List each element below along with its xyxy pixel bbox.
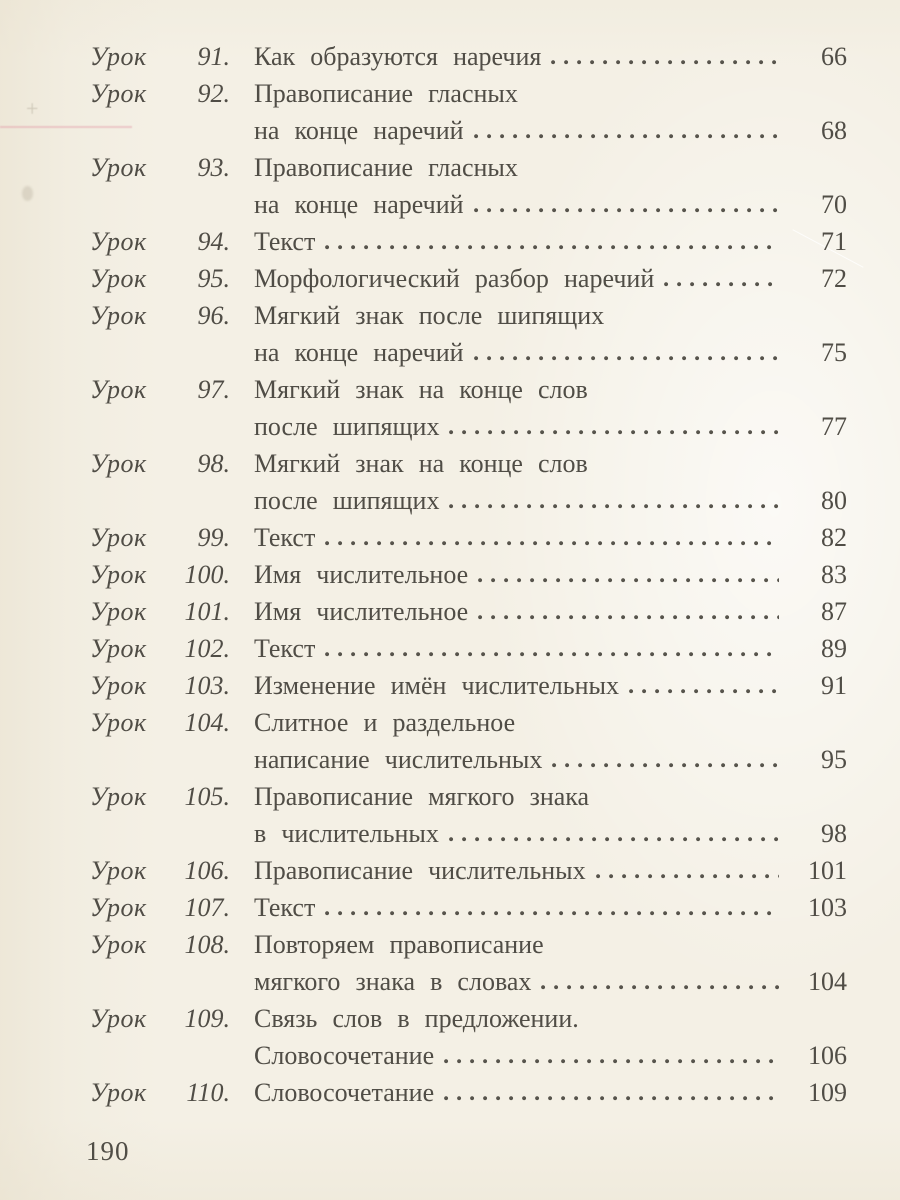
entry-title-text: Текст [254, 227, 316, 256]
entry-content [254, 852, 847, 889]
entry-title-text: Мягкий знак после шипящих [254, 301, 605, 330]
toc-entry [90, 445, 847, 519]
entry-line [254, 778, 847, 815]
entry-page-number: 66 [821, 42, 847, 71]
entry-line [254, 556, 847, 593]
entry-lesson-label: Урок [90, 301, 147, 330]
entry-line [254, 889, 847, 926]
entry-content [254, 371, 847, 445]
entry-title-text: Правописание мягкого знака [254, 782, 590, 811]
entry-content [254, 1074, 847, 1111]
toc-entry [90, 778, 847, 852]
dot-leader [325, 244, 779, 250]
entry-page-number: 75 [821, 338, 847, 367]
toc-entry [90, 223, 847, 260]
entry-content [254, 445, 847, 519]
dot-leader [552, 762, 779, 768]
toc-entry [90, 1074, 847, 1111]
entry-lesson-label: Урок [90, 671, 147, 700]
entry-title-text: Текст [254, 523, 316, 552]
entry-title-text: Словосочетание [254, 1078, 435, 1107]
dot-leader [449, 429, 779, 435]
entry-lesson-number: 98. [197, 449, 230, 478]
entry-lesson-label: Урок [90, 153, 147, 182]
entry-lesson-label: Урок [90, 708, 147, 737]
toc-entry [90, 667, 847, 704]
toc-entry [90, 519, 847, 556]
entry-line [254, 593, 847, 630]
entry-line [254, 75, 847, 112]
entry-lesson-number: 95. [197, 264, 230, 293]
entry-line [254, 408, 847, 445]
dot-leader [629, 688, 779, 694]
page-number-footer: 190 [86, 1136, 130, 1166]
entry-content [254, 926, 847, 1000]
entry-page-number: 72 [821, 264, 847, 293]
toc-entry [90, 371, 847, 445]
entry-lesson-number: 103. [184, 671, 230, 700]
entry-lesson-number: 101. [184, 597, 230, 626]
entry-line [254, 963, 847, 1000]
entry-line [254, 852, 847, 889]
dot-leader [449, 836, 779, 842]
dot-leader [325, 651, 779, 657]
toc-entry [90, 704, 847, 778]
entry-lesson-number: 97. [197, 375, 230, 404]
scan-bleedthrough-mark: + [26, 96, 39, 121]
dot-leader [444, 1058, 779, 1064]
entry-lesson-label: Урок [90, 264, 147, 293]
entry-page-number: 103 [808, 893, 847, 922]
entry-content [254, 149, 847, 223]
entry-lesson-number: 109. [184, 1004, 230, 1033]
entry-content [254, 519, 847, 556]
entry-lesson-label: Урок [90, 227, 147, 256]
entry-lesson-label: Урок [90, 1078, 147, 1107]
entry-title-text: Текст [254, 634, 316, 663]
entry-line [254, 667, 847, 704]
toc-entry [90, 75, 847, 149]
entry-title-text: на конце наречий [254, 338, 464, 367]
entry-lesson-label: Урок [90, 1004, 147, 1033]
entry-title-text: на конце наречий [254, 190, 464, 219]
entry-page-number: 91 [821, 671, 847, 700]
dot-leader [596, 873, 779, 879]
entry-content [254, 1000, 847, 1074]
entry-line [254, 630, 847, 667]
entry-line [254, 371, 847, 408]
entry-content [254, 704, 847, 778]
entry-content [254, 75, 847, 149]
entry-line [254, 704, 847, 741]
entry-lesson-label: Урок [90, 930, 147, 959]
toc-entry [90, 556, 847, 593]
entry-content [254, 630, 847, 667]
entry-page-number: 106 [808, 1041, 847, 1070]
entry-page-number: 68 [821, 116, 847, 145]
entry-page-number: 101 [808, 856, 847, 885]
entry-line [254, 1074, 847, 1111]
entry-lesson-label: Урок [90, 856, 147, 885]
entry-page-number: 89 [821, 634, 847, 663]
entry-lesson-number: 110. [186, 1078, 230, 1107]
entry-lesson-number: 107. [184, 893, 230, 922]
entry-title-text: Связь слов в предложении. [254, 1004, 579, 1033]
entry-title-text: написание числительных [254, 745, 543, 774]
entry-page-number: 104 [808, 967, 847, 996]
dot-leader [474, 133, 779, 139]
toc-entry [90, 1000, 847, 1074]
toc-entry [90, 260, 847, 297]
entry-line [254, 260, 847, 297]
entry-page-number: 109 [808, 1078, 847, 1107]
entry-title-text: Изменение имён числительных [254, 671, 620, 700]
toc-entry [90, 149, 847, 223]
entry-content [254, 778, 847, 852]
entry-page-number: 82 [821, 523, 847, 552]
entry-content [254, 38, 847, 75]
entry-line [254, 186, 847, 223]
entry-lesson-label: Урок [90, 597, 147, 626]
entry-title-text: Правописание гласных [254, 79, 518, 108]
entry-title-text: Мягкий знак на конце слов [254, 375, 588, 404]
entry-lesson-number: 94. [197, 227, 230, 256]
entry-content [254, 297, 847, 371]
entry-lesson-label: Урок [90, 560, 147, 589]
entry-lesson-number: 108. [184, 930, 230, 959]
entry-title-text: Текст [254, 893, 316, 922]
entry-page-number: 77 [821, 412, 847, 441]
entry-lesson-number: 96. [197, 301, 230, 330]
entry-content [254, 260, 847, 297]
entry-line [254, 926, 847, 963]
entry-page-number: 98 [821, 819, 847, 848]
entry-line [254, 1037, 847, 1074]
entry-content [254, 667, 847, 704]
entry-title-text: Слитное и раздельное [254, 708, 516, 737]
entry-content [254, 556, 847, 593]
toc-entry [90, 852, 847, 889]
dot-leader [664, 281, 779, 287]
toc-entry [90, 630, 847, 667]
dot-leader [551, 59, 779, 65]
toc-entry [90, 593, 847, 630]
toc-entry [90, 38, 847, 75]
entry-lesson-number: 92. [197, 79, 230, 108]
entry-lesson-number: 104. [184, 708, 230, 737]
dot-leader [474, 207, 779, 213]
entry-title-text: мягкого знака в словах [254, 967, 532, 996]
dot-leader [474, 355, 779, 361]
entry-lesson-label: Урок [90, 634, 147, 663]
entry-content [254, 223, 847, 260]
entry-lesson-number: 105. [184, 782, 230, 811]
entry-line [254, 445, 847, 482]
entry-title-text: Повторяем правописание [254, 930, 544, 959]
entry-content [254, 889, 847, 926]
entry-page-number: 83 [821, 560, 847, 589]
dot-leader [444, 1095, 779, 1101]
toc-entry [90, 926, 847, 1000]
entry-content [254, 593, 847, 630]
entry-lesson-number: 100. [184, 560, 230, 589]
dot-leader [478, 614, 779, 620]
entry-page-number: 70 [821, 190, 847, 219]
entry-page-number: 71 [821, 227, 847, 256]
entry-line [254, 112, 847, 149]
dot-leader [541, 984, 779, 990]
entry-line [254, 482, 847, 519]
entry-lesson-label: Урок [90, 782, 147, 811]
entry-title-text: Имя числительное [254, 560, 469, 589]
entry-line [254, 815, 847, 852]
entry-page-number: 87 [821, 597, 847, 626]
entry-page-number: 95 [821, 745, 847, 774]
entry-line [254, 297, 847, 334]
entry-line [254, 38, 847, 75]
entry-title-text: после шипящих [254, 486, 440, 515]
entry-lesson-number: 91. [197, 42, 230, 71]
entry-lesson-label: Урок [90, 893, 147, 922]
dot-leader [478, 577, 779, 583]
entry-title-text: на конце наречий [254, 116, 464, 145]
entry-lesson-label: Урок [90, 79, 147, 108]
toc-entry [90, 297, 847, 371]
dot-leader [325, 540, 779, 546]
entry-title-text: Правописание гласных [254, 153, 518, 182]
entry-line [254, 519, 847, 556]
entry-page-number: 80 [821, 486, 847, 515]
entry-lesson-number: 102. [184, 634, 230, 663]
toc-entry [90, 889, 847, 926]
entry-title-text: Словосочетание [254, 1041, 435, 1070]
entry-title-text: Морфологический разбор наречий [254, 264, 655, 293]
dot-leader [449, 503, 779, 509]
entry-title-text: Имя числительное [254, 597, 469, 626]
entry-lesson-number: 93. [197, 153, 230, 182]
entry-line [254, 223, 847, 260]
entry-lesson-number: 106. [184, 856, 230, 885]
entry-line [254, 1000, 847, 1037]
entry-lesson-label: Урок [90, 42, 147, 71]
entry-line [254, 741, 847, 778]
entry-lesson-label: Урок [90, 523, 147, 552]
entry-title-text: Мягкий знак на конце слов [254, 449, 588, 478]
entry-line [254, 334, 847, 371]
dot-leader [325, 910, 779, 916]
entry-lesson-label: Урок [90, 375, 147, 404]
entry-line [254, 149, 847, 186]
entry-title-text: Правописание числительных [254, 856, 586, 885]
entry-title-text: в числительных [254, 819, 439, 848]
entry-lesson-label: Урок [90, 449, 147, 478]
entry-title-text: Как образуются наречия [254, 42, 542, 71]
entry-title-text: после шипящих [254, 412, 440, 441]
entry-lesson-number: 99. [197, 523, 230, 552]
